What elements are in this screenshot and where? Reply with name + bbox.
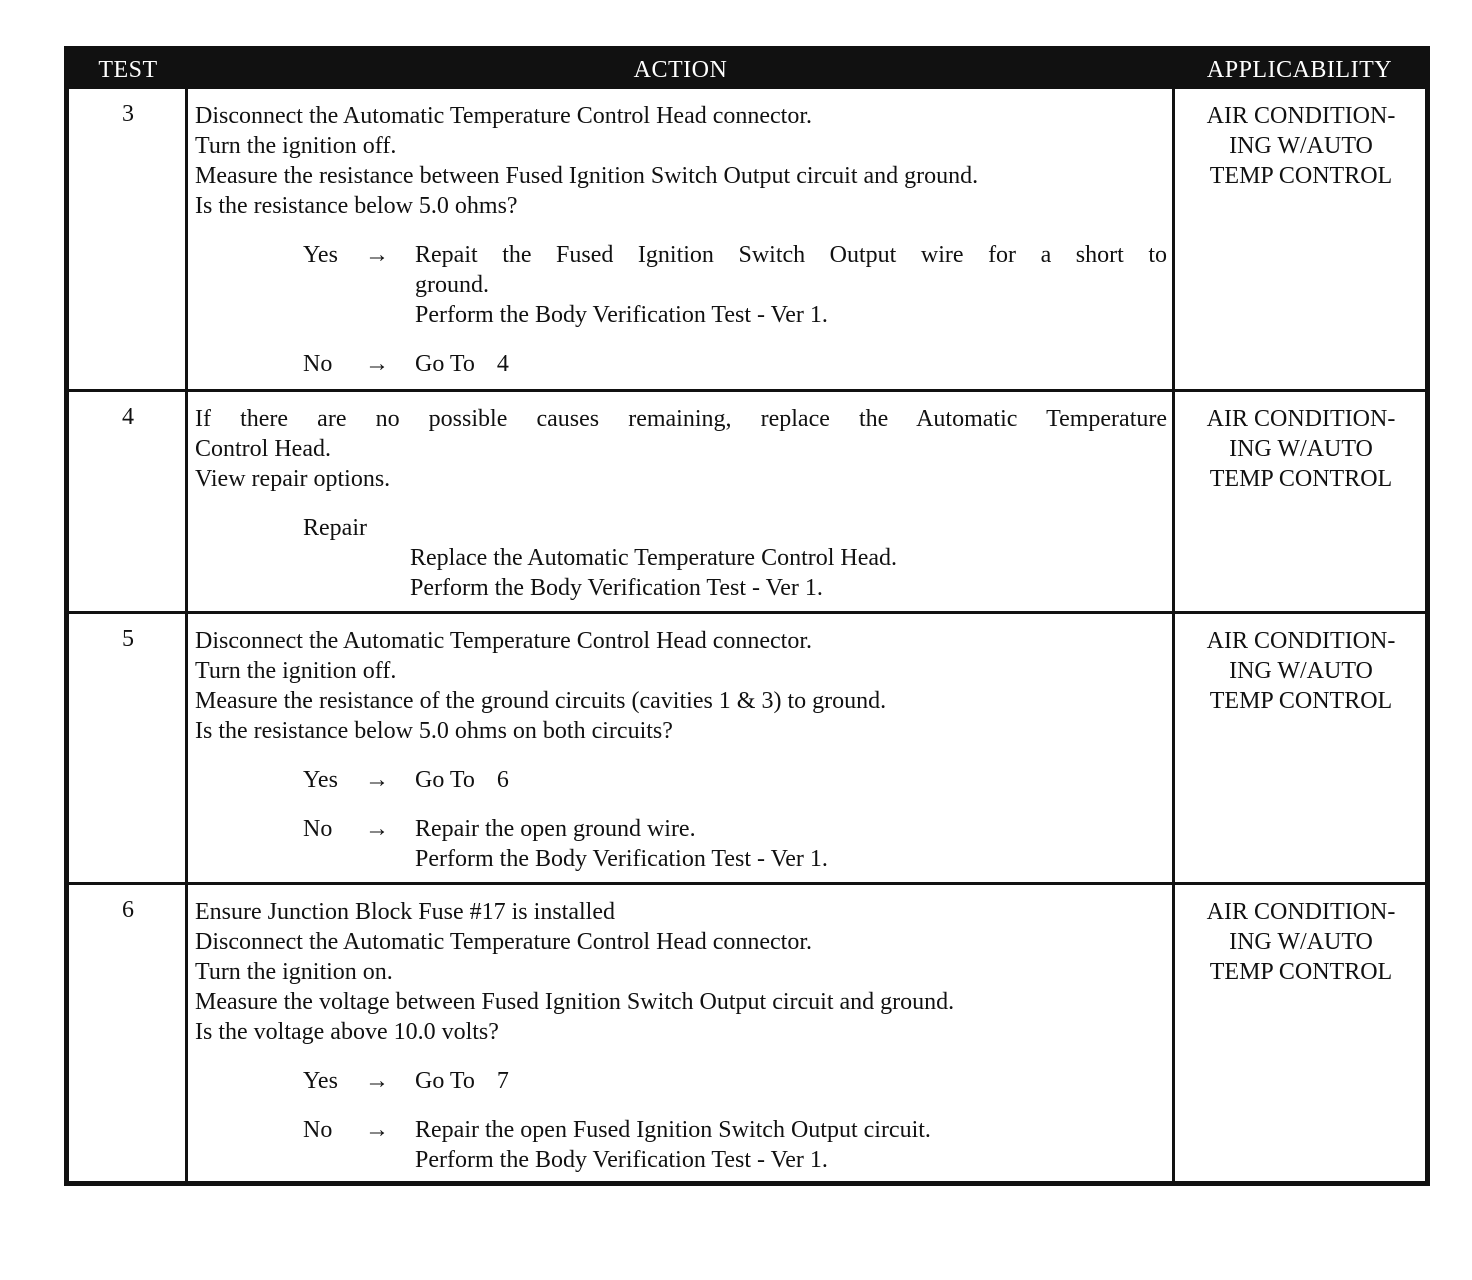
yes-branch (195, 765, 1167, 795)
action-cell (195, 101, 1167, 379)
header-action: ACTION (633, 57, 728, 83)
applicability-cell (1177, 404, 1425, 494)
yes-result (415, 1066, 1167, 1096)
header-applicability: APPLICABILITY (1206, 57, 1393, 83)
applicability-line: AIR CONDITION- (1206, 406, 1396, 432)
arrow-icon: → (365, 1117, 389, 1143)
test-number: 3 (122, 101, 134, 127)
go-to-test-number[interactable]: 4 (496, 351, 509, 377)
no-branch (195, 814, 1167, 874)
repair-label: Repair (303, 515, 367, 541)
applicability-line: TEMP CONTROL (1209, 959, 1393, 985)
no-result (415, 349, 1167, 379)
action-step: Disconnect the Automatic Temperature Control Head connector. (195, 103, 813, 129)
yes-branch (195, 240, 1167, 330)
table-row (69, 89, 1425, 389)
applicability-line: TEMP CONTROL (1209, 466, 1393, 492)
applicability-line: ING W/AUTO (1229, 658, 1373, 684)
applicability-line: AIR CONDITION- (1206, 103, 1396, 129)
test-number: 5 (122, 626, 134, 652)
yes-label: Yes (303, 1068, 338, 1094)
arrow-icon: → (365, 816, 389, 842)
action-question: Is the voltage above 10.0 volts? (195, 1019, 499, 1045)
yes-label: Yes (303, 767, 338, 793)
no-result-line: Perform the Body Verification Test - Ver 1. (415, 1147, 828, 1173)
no-label: No (303, 1117, 333, 1143)
no-label: No (303, 351, 333, 377)
applicability-line: ING W/AUTO (1229, 133, 1373, 159)
action-step: Turn the ignition off. (195, 658, 397, 684)
action-step: Measure the voltage between Fused Ignition Switch Output circuit and ground. (195, 989, 955, 1015)
table-row (69, 614, 1425, 882)
arrow-icon: → (365, 767, 389, 793)
applicability-cell (1177, 897, 1425, 987)
applicability-line: AIR CONDITION- (1206, 899, 1396, 925)
applicability-line: TEMP CONTROL (1209, 163, 1393, 189)
arrow-icon: → (365, 1068, 389, 1094)
applicability-line: AIR CONDITION- (1206, 628, 1396, 654)
applicability-cell (1177, 101, 1425, 191)
no-result (415, 1115, 1167, 1175)
no-branch (195, 1115, 1167, 1175)
action-cell (195, 897, 1167, 1175)
test-number: 4 (122, 404, 134, 430)
no-result (415, 814, 1167, 874)
applicability-line: ING W/AUTO (1229, 436, 1373, 462)
action-step: View repair options. (195, 466, 391, 492)
action-step: Turn the ignition off. (195, 133, 397, 159)
action-step: Measure the resistance between Fused Ignition Switch Output circuit and ground. (195, 163, 979, 189)
table-row (69, 392, 1425, 611)
table-row (69, 885, 1425, 1181)
action-step: Ensure Junction Block Fuse #17 is installed (195, 899, 615, 925)
table-header (69, 51, 1425, 89)
action-step: Measure the resistance of the ground circuits (cavities 1 & 3) to ground. (195, 688, 887, 714)
applicability-line: TEMP CONTROL (1209, 688, 1393, 714)
go-to-test-number[interactable]: 6 (496, 767, 509, 793)
action-step: Disconnect the Automatic Temperature Control Head connector. (195, 929, 813, 955)
action-question: Is the resistance below 5.0 ohms? (195, 193, 518, 219)
test-number: 6 (122, 897, 134, 923)
action-question: Is the resistance below 5.0 ohms on both circuits? (195, 718, 673, 744)
repair-option-line: Replace the Automatic Temperature Control Head. (410, 545, 898, 571)
go-to-link[interactable]: Go To (415, 767, 475, 793)
action-step: If there are no possible causes remaining, replace the Automatic Temperature (195, 406, 1167, 432)
no-branch (195, 349, 1167, 379)
arrow-icon: → (365, 351, 389, 377)
action-step: Disconnect the Automatic Temperature Control Head connector. (195, 628, 813, 654)
yes-result-line: ground. (415, 272, 489, 298)
action-cell (195, 404, 1167, 603)
yes-result (415, 765, 1167, 795)
arrow-icon: → (365, 242, 389, 268)
repair-option-line: Perform the Body Verification Test - Ver 1. (410, 575, 823, 601)
action-step: Turn the ignition on. (195, 959, 393, 985)
no-result-line: Repair the open ground wire. (415, 816, 696, 842)
applicability-line: ING W/AUTO (1229, 929, 1373, 955)
no-result-line: Perform the Body Verification Test - Ver 1. (415, 846, 828, 872)
go-to-link[interactable]: Go To (415, 351, 475, 377)
yes-label: Yes (303, 242, 338, 268)
repair-options (195, 543, 1167, 603)
action-step: Control Head. (195, 436, 331, 462)
go-to-test-number[interactable]: 7 (496, 1068, 509, 1094)
yes-branch (195, 1066, 1167, 1096)
no-label: No (303, 816, 333, 842)
diagnostic-table (64, 46, 1430, 1186)
yes-result-line: Perform the Body Verification Test - Ver 1. (415, 302, 828, 328)
no-result-line: Repair the open Fused Ignition Switch Output circuit. (415, 1117, 931, 1143)
yes-result-line: Repait the Fused Ignition Switch Output wire for a short to (415, 242, 1167, 268)
yes-result (415, 240, 1167, 330)
go-to-link[interactable]: Go To (415, 1068, 475, 1094)
header-test: TEST (98, 57, 158, 83)
applicability-cell (1177, 626, 1425, 716)
action-cell (195, 626, 1167, 874)
